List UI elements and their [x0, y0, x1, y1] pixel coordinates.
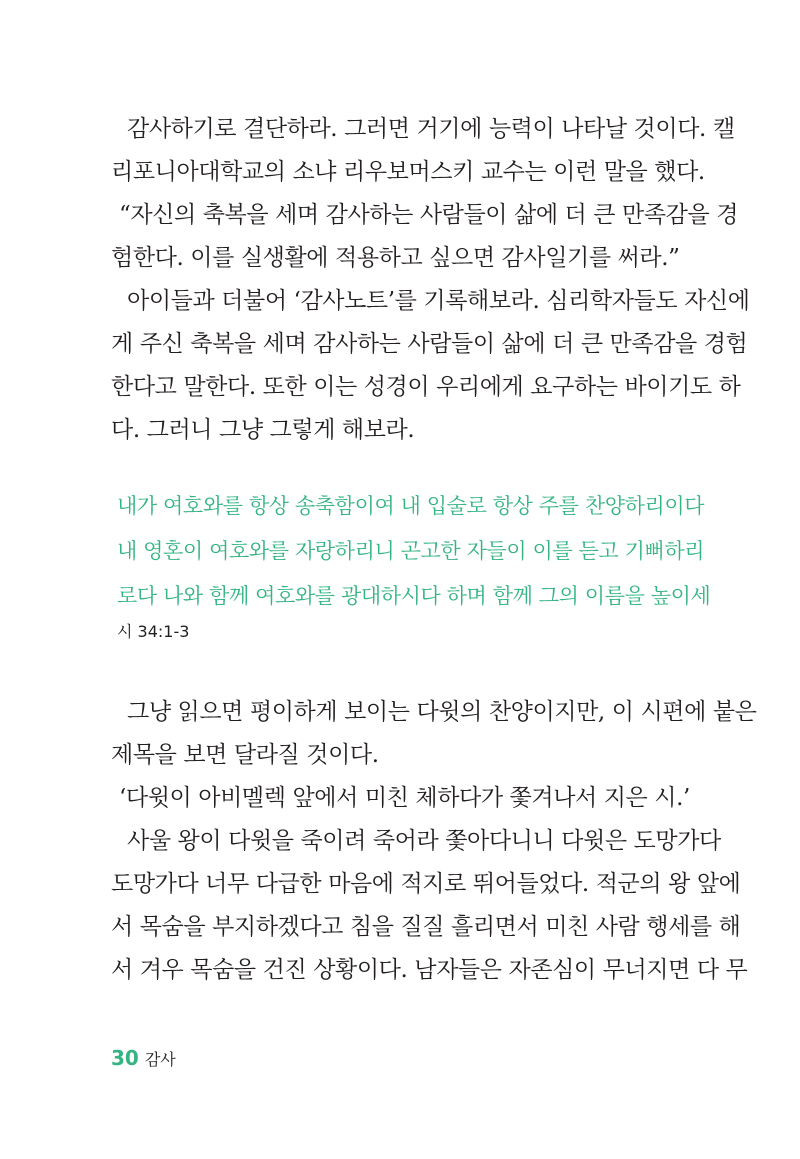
- paragraph-line: 다. 그러니 그냥 그렇게 해보라.: [111, 417, 415, 443]
- paragraph-line: 한다고 말한다. 또한 이는 성경이 우리에게 요구하는 바이기도 하: [111, 374, 741, 400]
- paragraph-line: 그냥 읽으면 평이하게 보이는 다윗의 찬양이지만, 이 시편에 붙은: [127, 699, 757, 725]
- page-footer: [111, 1046, 176, 1072]
- paragraph-line: 사울 왕이 다윗을 죽이려 죽어라 쫓아다니니 다윗은 도망가다: [127, 828, 721, 854]
- paragraph-line: 리포니아대학교의 소냐 리우보머스키 교수는 이런 말을 했다.: [111, 159, 705, 185]
- paragraph-line: 도망가다 너무 다급한 마음에 적지로 뛰어들었다. 적군의 왕 앞에: [111, 871, 741, 897]
- paragraph-line: “자신의 축복을 세며 감사하는 사람들이 삶에 더 큰 만족감을 경: [119, 202, 739, 228]
- paragraph-line: 감사하기로 결단하라. 그러면 거기에 능력이 나타날 것이다. 캘: [127, 116, 735, 142]
- scripture-line: 내 영혼이 여호와를 자랑하리니 곤고한 자들이 이를 듣고 기뻐하리: [117, 539, 705, 563]
- paragraph-line: ‘다윗이 아비멜렉 앞에서 미친 체하다가 쫓겨나서 지은 시.’: [119, 785, 690, 811]
- paragraph-line: 서 겨우 목숨을 건진 상황이다. 남자들은 자존심이 무너지면 다 무: [111, 957, 748, 983]
- paragraph-line: 아이들과 더불어 ‘감사노트’를 기록해보라. 심리학자들도 자신에: [127, 288, 750, 314]
- paragraph-line: 게 주신 축복을 세며 감사하는 사람들이 삶에 더 큰 만족감을 경험: [111, 331, 748, 357]
- page-number: 30: [111, 1046, 139, 1070]
- paragraph-line: 험한다. 이를 실생활에 적용하고 싶으면 감사일기를 써라.”: [111, 245, 680, 271]
- running-head: 감사: [144, 1050, 176, 1069]
- scripture-line: 로다 나와 함께 여호와를 광대하시다 하며 함께 그의 이름을 높이세: [117, 584, 711, 608]
- paragraph-line: 제목을 보면 달라질 것이다.: [111, 742, 379, 768]
- paragraph-line: 서 목숨을 부지하겠다고 침을 질질 흘리면서 미친 사람 행세를 해: [111, 914, 741, 940]
- scripture-reference: 시 34:1-3: [117, 622, 190, 641]
- scripture-line: 내가 여호와를 항상 송축함이여 내 입술로 항상 주를 찬양하리이다: [117, 494, 705, 518]
